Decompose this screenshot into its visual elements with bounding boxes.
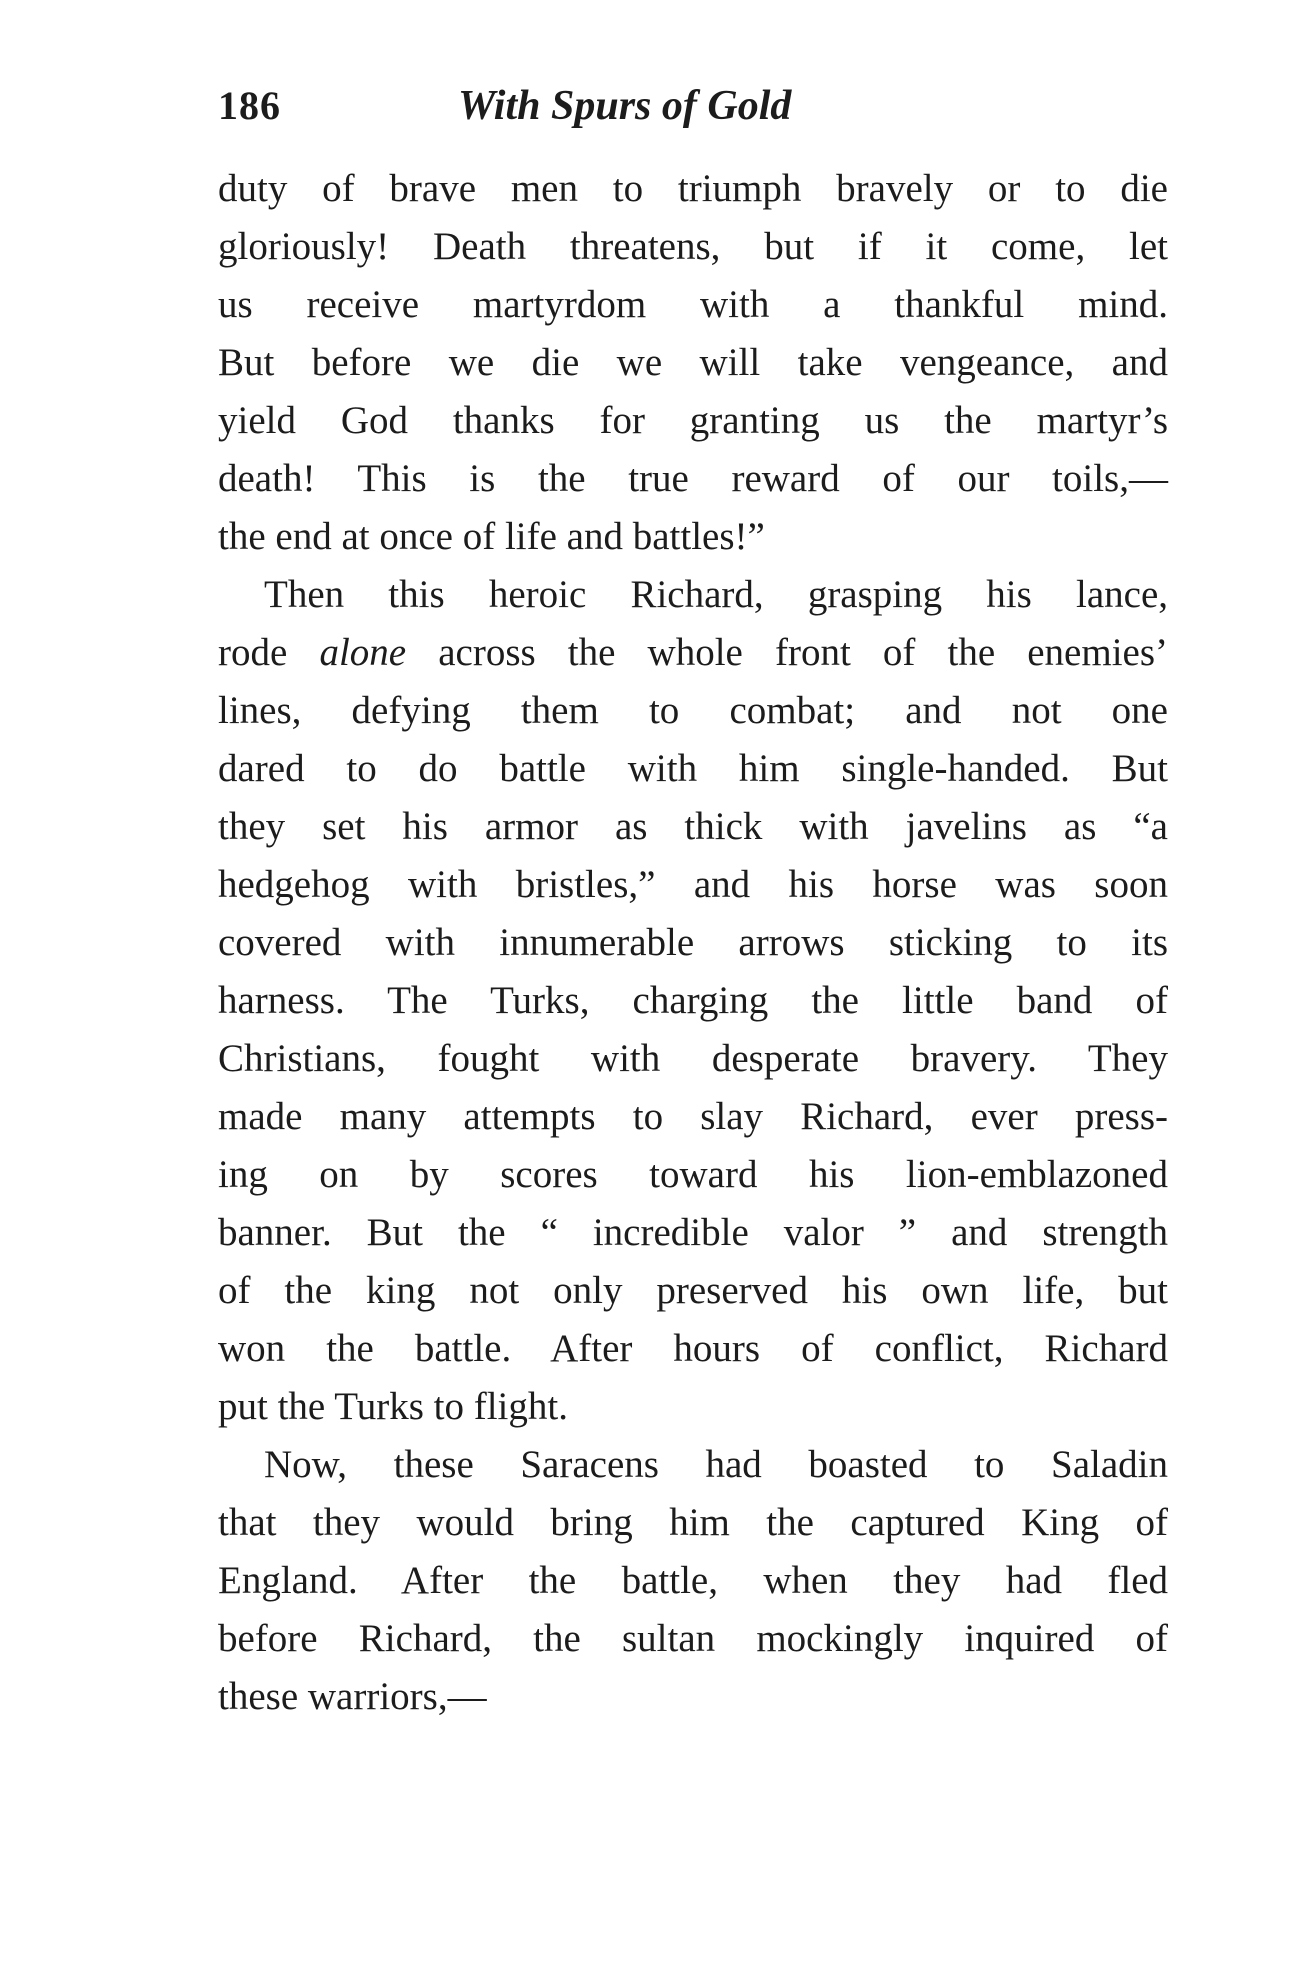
text-line: ing on by scores toward his lion-emblazoned [218,1153,1168,1196]
text-line: banner. But the “ incredible valor ” and strength [218,1211,1168,1254]
text-line: Christians, fought with desperate bravery. They [218,1037,1168,1080]
text-line: won the battle. After hours of conflict, Richard [218,1327,1168,1370]
text-fragment: across the whole front of the enemies’ [438,631,1169,674]
text-line: that they would bring him the captured King of [218,1501,1168,1544]
text-line: But before we die we will take vengeance, and [218,341,1168,384]
text-line: England. After the battle, when they had fled [218,1559,1168,1602]
text-line: the end at once of life and battles!” [218,515,765,558]
text-line: they set his armor as thick with javelins as “a [218,805,1168,848]
text-line: covered with innumerable arrows sticking to its [218,921,1168,964]
text-line: made many attempts to slay Richard, ever press- [218,1095,1168,1138]
text-line: lines, defying them to combat; and not one [218,689,1168,732]
text-line: put the Turks to flight. [218,1385,568,1428]
text-line: us receive martyrdom with a thankful mind. [218,283,1168,326]
body-text [218,160,1168,1726]
text-line: death! This is the true reward of our toils,— [218,457,1168,500]
emphasized-word: alone [319,631,407,674]
text-fragment: rode [218,631,288,674]
text-line: duty of brave men to triumph bravely or to die [218,167,1168,210]
running-title: With Spurs of Gold [458,83,792,129]
text-line: before Richard, the sultan mockingly inquired of [218,1617,1168,1660]
page-header [218,82,1218,142]
page-number: 186 [218,83,281,128]
text-line: dared to do battle with him single-handed. But [218,747,1168,790]
text-line: gloriously! Death threatens, but if it come, let [218,225,1168,268]
text-line: yield God thanks for granting us the martyr’s [218,399,1168,442]
text-line: these warriors,— [218,1675,487,1718]
text-line: Then this heroic Richard, grasping his lance, [264,573,1168,616]
text-line: of the king not only preserved his own life, but [218,1269,1168,1312]
text-line: harness. The Turks, charging the little band of [218,979,1168,1022]
text-line: Now, these Saracens had boasted to Saladin [264,1443,1168,1486]
text-line-with-emphasis [218,624,1168,682]
paragraph-1 [218,160,1168,566]
paragraph-2 [218,566,1168,1436]
paragraph-3 [218,1436,1168,1726]
text-line: hedgehog with bristles,” and his horse was soon [218,863,1168,906]
